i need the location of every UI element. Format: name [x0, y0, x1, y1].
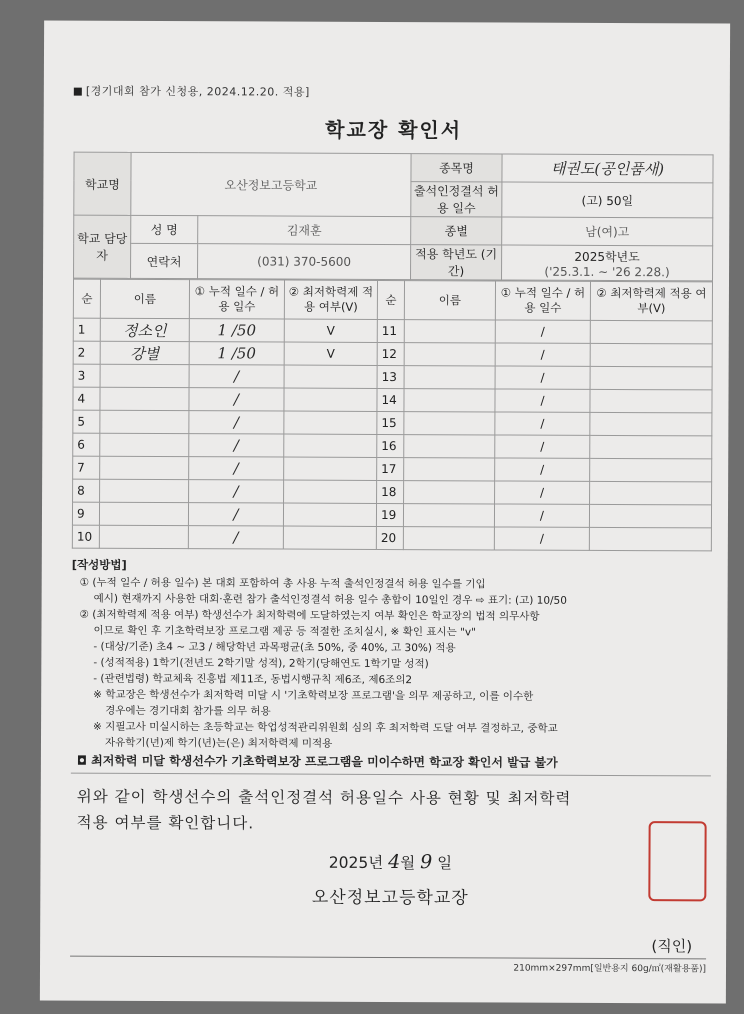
period-label: 적용 학년도 (기간)	[411, 245, 502, 280]
student-rows	[72, 318, 712, 551]
used-days: 1 /50	[189, 319, 284, 342]
used-days: /	[188, 503, 283, 526]
col-min: ② 최저학력제 적용 여부(V)	[590, 281, 712, 321]
row-number: 13	[377, 365, 404, 388]
row-number: 2	[73, 341, 100, 364]
used-days: /	[495, 481, 590, 504]
col-min: ② 최저학력제 적용 여부(V)	[284, 280, 377, 319]
table-row	[73, 410, 712, 436]
guide-line: ② (최저학력제 적용 여부) 학생선수가 최저학력에 도달하였는지 여부 확인은 학교장의 법적 의무사항	[79, 608, 540, 623]
square-bullet-icon	[74, 88, 82, 96]
student-table	[72, 279, 713, 552]
student-name	[99, 502, 188, 525]
used-days: /	[495, 366, 590, 389]
document-paper	[40, 21, 730, 1004]
row-number: 4	[73, 387, 100, 410]
row-number: 15	[377, 411, 404, 434]
guide-line: 자유학기(년)제 학기(년)는(은) 최저학력제 미적용	[104, 736, 333, 750]
used-days: /	[189, 457, 284, 480]
used-days: /	[495, 343, 590, 366]
seal-label: (직인)	[651, 937, 693, 956]
guide-line: ※ 지필고사 미실시하는 초등학교는 학업성적관리위원회 심의 후 최저학력 도달 여부 결정하고, 중학교	[93, 720, 558, 735]
confirm-text	[71, 784, 711, 839]
period-cell	[502, 245, 713, 281]
confirm-line-1: 위와 같이 학생선수의 출석인정결석 허용일수 사용 현황 및 최저학력	[76, 787, 572, 808]
col-name: 이름	[100, 279, 189, 318]
guide-line: 이므로 확인 후 기초학력보장 프로그램 제공 등 적절한 조치실시, ※ 확인 표시는 "v"	[93, 624, 477, 639]
document-title: 학교장 확인서	[325, 117, 463, 143]
guide-line: - (대상/기준) 초4 ~ 고3 / 해당학년 과목평균(초 50%, 중 40%, 고 30%) 적용	[93, 640, 456, 655]
min-check	[590, 389, 712, 413]
manager-label: 학교 담당자	[74, 215, 131, 278]
table-row	[73, 341, 712, 367]
used-days: /	[188, 526, 283, 549]
min-check	[284, 434, 377, 457]
table-row	[73, 364, 712, 390]
row-number: 16	[377, 434, 404, 457]
used-days: /	[189, 480, 284, 503]
guide-section	[71, 557, 712, 777]
col-no: 순	[73, 279, 100, 318]
used-days: /	[494, 527, 589, 550]
table-row	[73, 456, 712, 482]
contact-value: (031) 370-5600	[198, 244, 411, 280]
guide-line: ① (누적 일수 / 허용 일수) 본 대회 포함하여 총 사용 누적 출석인정결석 허용 일수를 기입	[79, 576, 486, 591]
allowed-days-label: 출석인정결석 허용 일수	[411, 182, 502, 217]
principal-name: 오산정보고등학교장	[311, 887, 469, 909]
table-row	[73, 387, 712, 413]
min-check	[284, 480, 377, 503]
min-check	[590, 366, 712, 390]
min-check	[590, 412, 712, 436]
paper-spec-footer: 210mm×297mm[일반용지 60g/㎡(재활용품)]	[70, 956, 706, 975]
school-value: 오산정보고등학교	[131, 152, 411, 216]
contact-label: 연락처	[131, 243, 198, 278]
guide-line: 예시) 현재까지 사용한 대회·훈련 참가 출석인정결석 허용 일수 총합이 10일인 경우 ⇨ 표기: (고) 10/50	[93, 592, 567, 607]
min-check	[590, 320, 712, 344]
guide-title: [작성방법]	[71, 557, 127, 572]
student-name	[403, 504, 494, 527]
student-name	[99, 525, 188, 548]
name-value: 김재훈	[198, 216, 411, 245]
row-number: 7	[73, 456, 100, 479]
seal-stamp-icon	[648, 821, 706, 901]
min-check	[590, 481, 712, 505]
row-number: 17	[377, 457, 404, 480]
allowed-days-value: (고) 50일	[502, 182, 713, 218]
name-label: 성 명	[131, 215, 198, 243]
student-name	[404, 481, 495, 504]
used-days: /	[495, 412, 590, 435]
min-check	[284, 365, 377, 388]
table-row	[72, 502, 711, 528]
student-name: 정소인	[100, 318, 189, 341]
event-label: 종목명	[411, 154, 502, 182]
min-check	[590, 458, 712, 482]
row-number: 18	[377, 480, 404, 503]
info-table	[73, 152, 714, 282]
student-name	[404, 389, 495, 412]
min-check	[590, 435, 712, 459]
min-check	[590, 343, 712, 367]
header-note	[74, 83, 714, 102]
row-number: 1	[73, 318, 100, 341]
student-name: 강별	[100, 341, 189, 364]
row-number: 11	[377, 319, 404, 342]
row-number: 5	[73, 410, 100, 433]
min-check	[284, 457, 377, 480]
gender-label: 종별	[411, 217, 502, 245]
used-days: /	[495, 320, 590, 343]
col-no: 순	[377, 280, 404, 319]
header-note-text: [경기대회 참가 신청용, 2024.12.20. 적용]	[85, 84, 310, 99]
row-number: 6	[73, 433, 100, 456]
official-seal	[646, 821, 706, 899]
col-days: ① 누적 일수 / 허용 일수	[189, 280, 284, 319]
min-check: V	[284, 319, 377, 342]
used-days: 1 /50	[189, 342, 284, 365]
issue-date	[70, 850, 710, 875]
used-days: /	[189, 434, 284, 457]
min-check	[283, 503, 376, 526]
gender-value: 남(여)고	[502, 217, 713, 246]
student-name	[404, 320, 495, 343]
min-check	[589, 504, 711, 528]
used-days: /	[495, 389, 590, 412]
used-days: /	[495, 458, 590, 481]
student-name	[403, 527, 494, 550]
student-name	[100, 364, 189, 387]
date-day-unit: 일	[437, 854, 453, 873]
period-value: 2025학년도	[574, 249, 640, 264]
used-days: /	[495, 435, 590, 458]
student-name	[404, 366, 495, 389]
used-days: /	[189, 365, 284, 388]
student-name	[100, 479, 189, 502]
min-check	[284, 388, 377, 411]
min-check	[283, 526, 376, 549]
row-number: 20	[376, 526, 403, 549]
period-range: ('25.3.1. ~ '26 2.28.)	[544, 264, 670, 279]
guide-line: 경우에는 경기대회 참가를 의무 허용	[105, 704, 271, 718]
min-check: V	[284, 342, 377, 365]
student-name	[404, 343, 495, 366]
guide-final-note: ◘ 최저학력 미달 학생선수가 기초학력보장 프로그램을 미이수하면 학교장 확인서 발급 불가	[76, 753, 558, 770]
student-name	[404, 458, 495, 481]
guide-line: ※ 학교장은 학생선수가 최저학력 미달 시 '기초학력보장 프로그램'을 의무 제공하고, 이를 이수한	[93, 688, 534, 703]
school-label: 학교명	[74, 152, 131, 215]
student-name	[404, 435, 495, 458]
row-number: 10	[72, 525, 99, 548]
event-value: 태권도(공인품새)	[502, 154, 713, 183]
min-check	[284, 411, 377, 434]
confirm-line-2: 적용 여부를 확인합니다.	[76, 813, 255, 833]
table-row	[73, 318, 712, 344]
col-name: 이름	[404, 281, 495, 320]
date-month-unit: 월	[400, 854, 416, 873]
guide-line: - (성적적용) 1학기(전년도 2학기말 성적), 2학기(당해연도 1학기말 성적)	[93, 656, 429, 671]
used-days: /	[189, 388, 284, 411]
row-number: 3	[73, 364, 100, 387]
col-days: ① 누적 일수 / 허용 일수	[495, 281, 590, 320]
min-check	[589, 527, 711, 551]
row-number: 8	[73, 479, 100, 502]
row-number: 9	[72, 502, 99, 525]
row-number: 14	[377, 388, 404, 411]
date-month: 4	[388, 851, 401, 874]
guide-line: - (관련법령) 학교체육 진흥법 제11조, 동법시행규칙 제6조, 제6조의2	[93, 672, 413, 687]
student-name	[100, 433, 189, 456]
row-number: 12	[377, 342, 404, 365]
date-year: 2025년	[328, 853, 384, 872]
used-days: /	[189, 411, 284, 434]
table-row	[73, 479, 712, 505]
table-row	[72, 525, 711, 551]
date-day: 9	[420, 851, 433, 874]
used-days: /	[494, 504, 589, 527]
document-content	[70, 83, 714, 910]
student-name	[404, 412, 495, 435]
table-row	[73, 433, 712, 459]
student-name	[100, 410, 189, 433]
row-number: 19	[376, 503, 403, 526]
student-name	[100, 387, 189, 410]
student-name	[100, 456, 189, 479]
